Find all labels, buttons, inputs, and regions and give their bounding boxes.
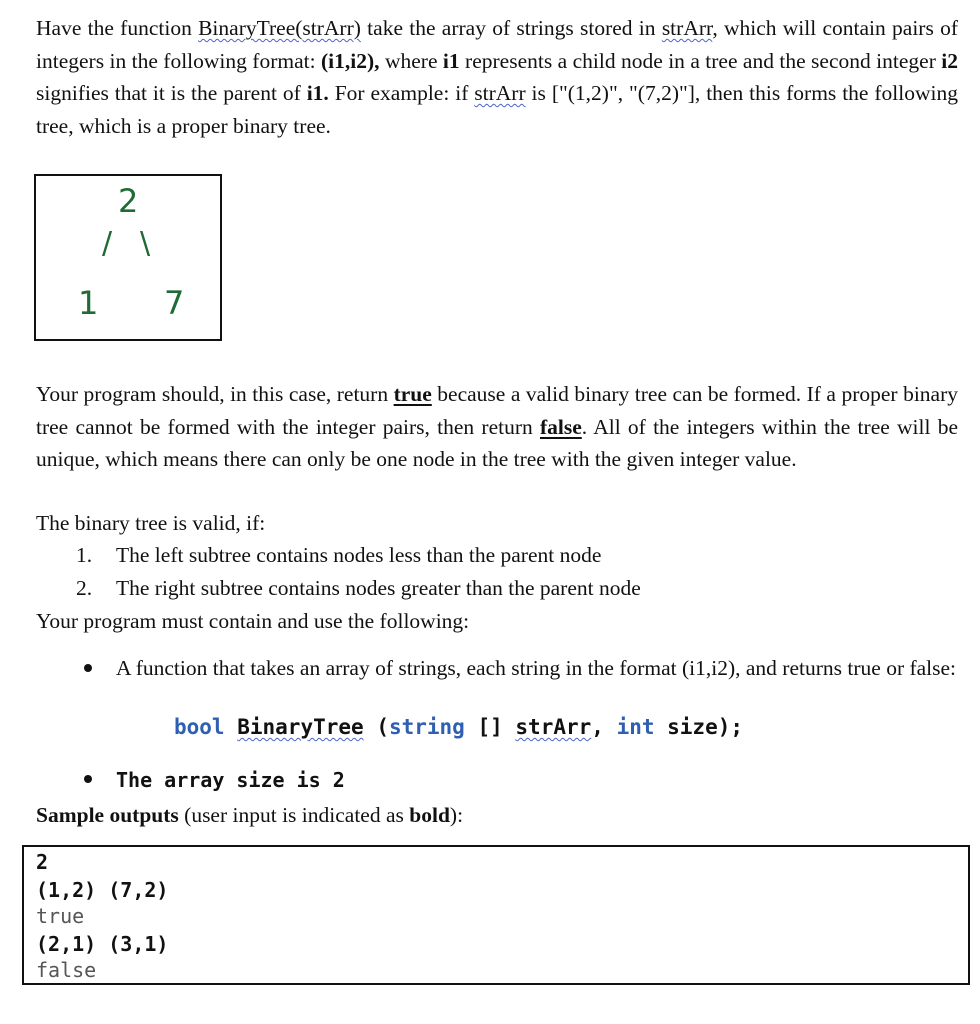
format-text: (i1,i2), — [321, 48, 380, 73]
intro-paragraph: Have the function BinaryTree(strArr) take the array of strings stored in strArr, which will contain pairs of integers in the following format: (i1,i2), where i1 represents a child node in a tree and the second integer i2 signifies that it is the parent of i1. For example: if strArr is ["(1,2)", "(7,2)"], then this forms the following tree, which is a proper binary tree. — [36, 16, 959, 138]
function-name: BinaryTree(strArr) — [198, 16, 361, 40]
tree-root-node: 2 — [118, 182, 139, 220]
sample-line: (2,1) (3,1) — [36, 932, 169, 956]
bullet-text-2: The array size is 2 — [116, 768, 345, 792]
tree-left-node: 1 — [78, 284, 99, 322]
must-heading: Your program must contain and use the following: — [36, 609, 470, 633]
bullet-dot — [84, 775, 92, 783]
bullet-dot — [84, 664, 92, 672]
rule-number-2: 2. — [76, 576, 93, 600]
explanation-paragraph: Your program should, in this case, return true because a valid binary tree can be formed. If a proper binary tree cannot be formed with the integer pairs, then return false. All of the integers within the tree will be unique, which means there can only be one node in the tree with the given integer value. — [36, 382, 959, 472]
tree-right-edge: \ — [140, 226, 151, 261]
function-signature: bool BinaryTree (string [] strArr, int size); — [174, 715, 744, 739]
false-word: false — [539, 414, 582, 439]
sample-line: (1,2) (7,2) — [36, 878, 169, 902]
sample-line: false — [36, 958, 97, 982]
rule-text-1: The left subtree contains nodes less than the parent node — [116, 543, 602, 567]
sample-line: 2 — [36, 850, 49, 874]
rule-text-2: The right subtree contains nodes greater than the parent node — [116, 576, 641, 600]
sample-heading: Sample outputs (user input is indicated as bold): — [36, 803, 464, 827]
tree-right-node: 7 — [164, 284, 185, 322]
sample-line: true — [36, 904, 85, 928]
tree-diagram — [34, 174, 222, 341]
sample-output-box — [22, 845, 970, 985]
signature-function-name: BinaryTree — [237, 715, 364, 739]
valid-heading: The binary tree is valid, if: — [36, 511, 266, 535]
tree-left-edge: / — [102, 226, 113, 261]
rule-number-1: 1. — [76, 543, 93, 567]
param-name: strArr — [661, 16, 713, 40]
true-word: true — [393, 382, 432, 406]
bullet-text-1: A function that takes an array of strings, each string in the format (i1,i2), and returns true or false: — [116, 656, 957, 680]
